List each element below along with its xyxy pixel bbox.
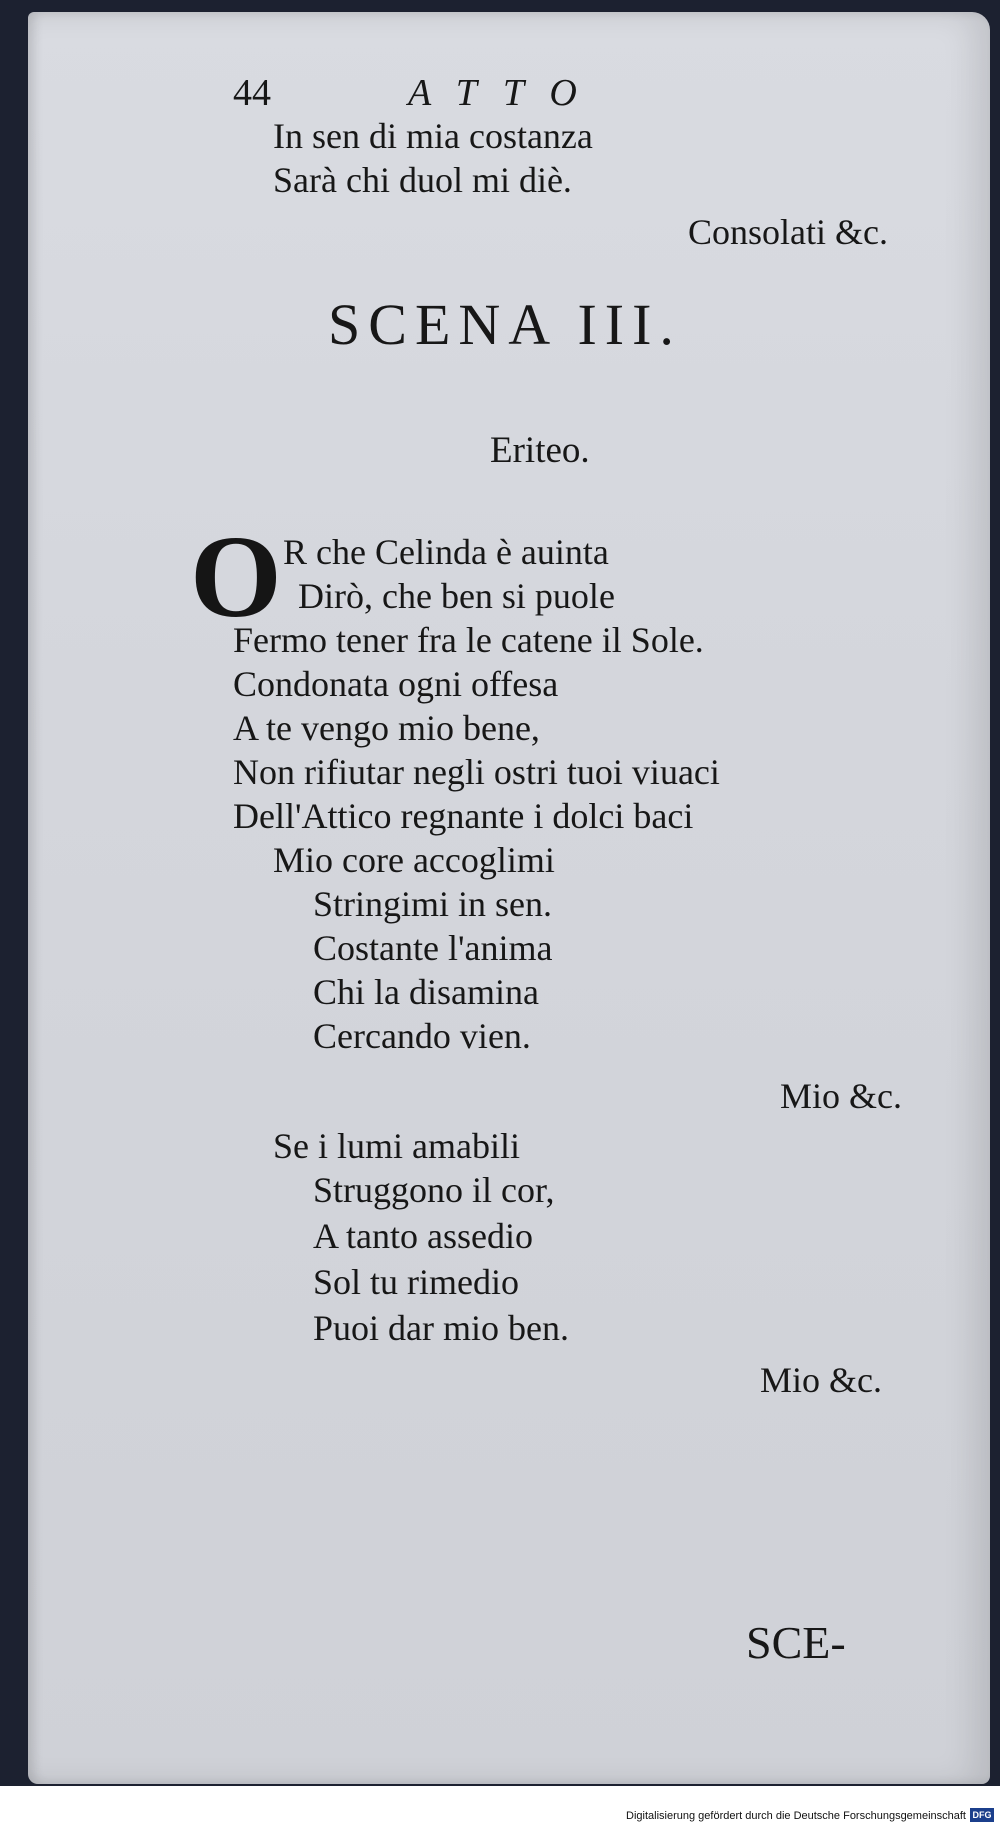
refrain-cue: Mio &c. <box>780 1076 902 1116</box>
verse-line: R che Celinda è auinta <box>283 532 609 572</box>
verse-line: Fermo tener fra le catene il Sole. <box>233 620 704 660</box>
verse-line: Mio core accoglimi <box>273 840 555 880</box>
verse-line: Chi la disamina <box>313 972 539 1012</box>
refrain-cue: Consolati &c. <box>688 212 888 252</box>
drop-cap: O <box>190 511 282 642</box>
verse-line: Cercando vien. <box>313 1016 531 1056</box>
verse-line: Condonata ogni offesa <box>233 664 559 704</box>
speaker-name: Eriteo. <box>490 430 590 471</box>
book-page <box>28 12 990 1784</box>
page-number: 44 <box>233 72 271 114</box>
catchword: SCE- <box>746 1617 846 1668</box>
verse-line: In sen di mia costanza <box>273 116 593 156</box>
verse-line: Se i lumi amabili <box>273 1126 520 1166</box>
verse-line: A tanto assedio <box>313 1216 533 1256</box>
verse-line: Stringimi in sen. <box>313 884 553 924</box>
refrain-cue: Mio &c. <box>760 1360 882 1400</box>
verse-line: A te vengo mio bene, <box>233 708 540 748</box>
verse-line: Costante l'anima <box>313 928 553 968</box>
verse-line: Dirò, che ben si puole <box>298 576 615 616</box>
scene-title: SCENA III. <box>328 292 682 357</box>
verse-line: Non rifiutar negli ostri tuoi viuaci <box>233 752 720 792</box>
verse-line: Sol tu rimedio <box>313 1262 519 1302</box>
verse-line: Sarà chi duol mi diè. <box>273 160 572 200</box>
dfg-logo: DFG <box>970 1808 994 1822</box>
verse-line: Puoi dar mio ben. <box>313 1308 569 1348</box>
verse-line: Dell'Attico regnante i dolci baci <box>233 796 694 836</box>
digitization-credit: Digitalisierung gefördert durch die Deutsche Forschungsgemeinschaft <box>626 1810 966 1822</box>
running-head: ATTO <box>408 72 603 114</box>
footer-band <box>0 1786 1000 1832</box>
verse-line: Struggono il cor, <box>313 1170 555 1210</box>
